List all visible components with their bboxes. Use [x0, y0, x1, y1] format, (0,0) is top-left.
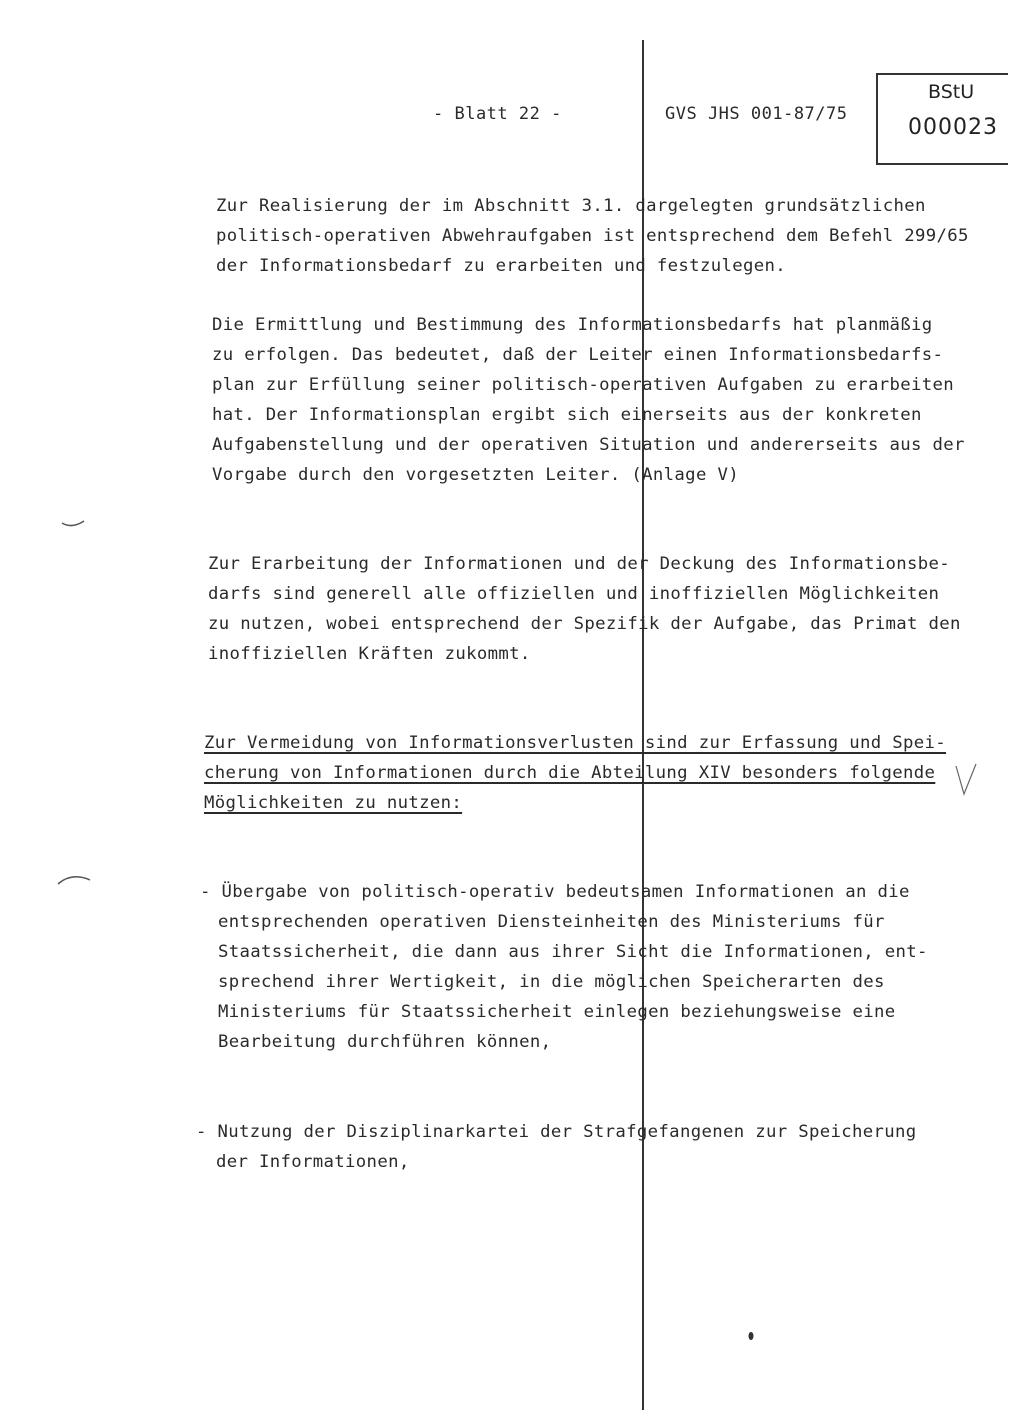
bullet-1-line: Ministeriums für Staatssicherheit einlegen beziehungsweise eine: [218, 1002, 896, 1022]
bullet-2-line: der Informationen,: [216, 1152, 410, 1172]
paragraph-2-line: plan zur Erfüllung seiner politisch-operativen Aufgaben zu erarbeiten: [212, 375, 955, 395]
margin-arc-mark: [56, 870, 96, 890]
paragraph-2-line: Die Ermittlung und Bestimmung des Informationsbedarfs hat planmäßig: [212, 315, 933, 335]
paragraph-2-line: zu erfolgen. Das bedeutet, daß der Leiter einen Informationsbedarfs-: [212, 345, 944, 365]
page-number-label: - Blatt 22 -: [433, 104, 562, 124]
margin-check-mark: [952, 760, 982, 800]
paragraph-1-line: Zur Realisierung der im Abschnitt 3.1. dargelegten grundsätzlichen: [216, 196, 926, 216]
underlined-heading-line: Zur Vermeidung von Informationsverlusten sind zur Erfassung und Spei-: [204, 733, 947, 753]
paragraph-1-line: politisch-operativen Abwehraufgaben ist entsprechend dem Befehl 299/65: [216, 226, 969, 246]
margin-tick-mark: [60, 515, 90, 535]
paragraph-2-line: Aufgabenstellung und der operativen Situation und andererseits aus der: [212, 435, 965, 455]
underlined-heading-line: cherung von Informationen durch die Abteilung XIV besonders folgende: [204, 763, 936, 783]
paragraph-3-line: inoffiziellen Kräften zukommt.: [208, 644, 531, 664]
paragraph-2-line: Vorgabe durch den vorgesetzten Leiter. (Anlage V): [212, 465, 739, 485]
document-reference: GVS JHS 001-87/75: [665, 104, 848, 124]
bullet-1-line: - Übergabe von politisch-operativ bedeutsamen Informationen an die: [200, 882, 910, 902]
ink-dot-mark: [745, 1328, 757, 1344]
paragraph-3-line: zu nutzen, wobei entsprechend der Spezifik der Aufgabe, das Primat den: [208, 614, 961, 634]
bullet-1-line: sprechend ihrer Wertigkeit, in die möglichen Speicherarten des: [218, 972, 885, 992]
bullet-1-line: entsprechenden operativen Diensteinheiten des Ministeriums für: [218, 912, 885, 932]
paragraph-3-line: darfs sind generell alle offiziellen und inoffiziellen Möglichkeiten: [208, 584, 940, 604]
paragraph-1-line: der Informationsbedarf zu erarbeiten und festzulegen.: [216, 256, 786, 276]
bullet-1-line: Staatssicherheit, die dann aus ihrer Sicht die Informationen, ent-: [218, 942, 928, 962]
underlined-heading-line: Möglichkeiten zu nutzen:: [204, 793, 463, 813]
stamp-title: BStU: [928, 81, 975, 103]
bullet-1-line: Bearbeitung durchführen können,: [218, 1032, 552, 1052]
archive-stamp: [876, 73, 1008, 165]
paragraph-3-line: Zur Erarbeitung der Informationen und der Deckung des Informationsbe-: [208, 554, 951, 574]
stamp-number: 000023: [908, 115, 998, 140]
bullet-2-line: - Nutzung der Disziplinarkartei der Strafgefangenen zur Speicherung: [196, 1122, 917, 1142]
paragraph-2-line: hat. Der Informationsplan ergibt sich einerseits aus der konkreten: [212, 405, 922, 425]
